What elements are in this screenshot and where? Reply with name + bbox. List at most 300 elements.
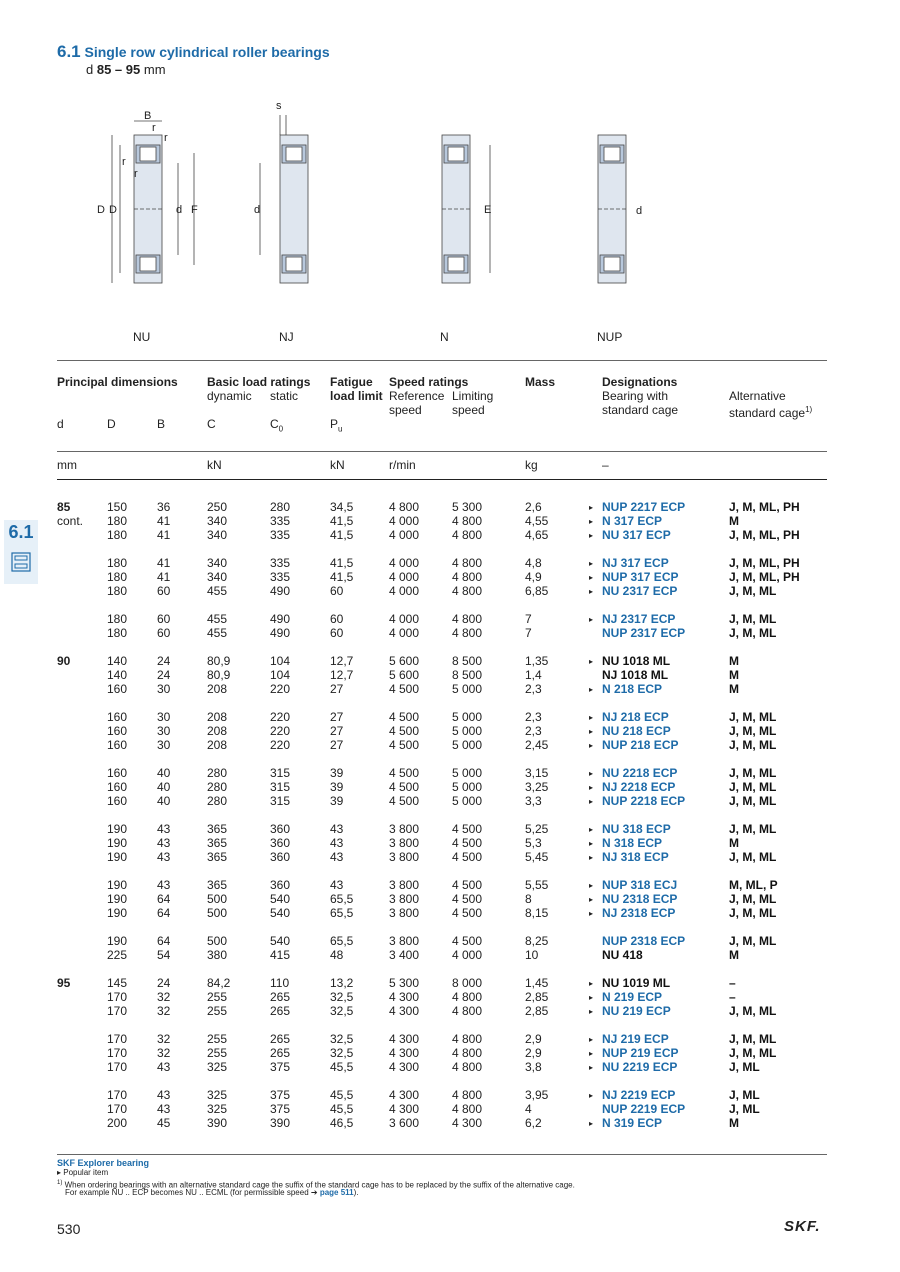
- static-load-rating: 540: [270, 906, 291, 920]
- mass: 1,4: [525, 668, 542, 682]
- dynamic-load-rating: 455: [207, 626, 228, 640]
- dynamic-load-rating: 208: [207, 724, 228, 738]
- alternative-cage: J, M, ML: [729, 584, 777, 598]
- popular-item-icon: ▸: [589, 531, 594, 540]
- nj-bearing-drawing: [260, 115, 308, 283]
- alternative-cage: J, M, ML, PH: [729, 528, 800, 542]
- outside-diameter: 145: [107, 976, 128, 990]
- popular-item-icon: ▸: [589, 783, 594, 792]
- limiting-speed: 8 500: [452, 668, 483, 682]
- mass: 2,9: [525, 1046, 542, 1060]
- outside-diameter: 180: [107, 514, 128, 528]
- limiting-speed: 4 500: [452, 878, 483, 892]
- fatigue-load-limit: 13,2: [330, 976, 354, 990]
- width: 40: [157, 780, 171, 794]
- width: 43: [157, 1088, 171, 1102]
- static-load-rating: 360: [270, 822, 291, 836]
- outside-diameter: 225: [107, 948, 128, 962]
- d-label: d: [86, 62, 94, 77]
- bearing-designation[interactable]: N 219 ECP: [602, 990, 663, 1004]
- static-load-rating: 315: [270, 780, 291, 794]
- alternative-cage: J, M, ML: [729, 822, 777, 836]
- outside-diameter: 190: [107, 892, 128, 906]
- popular-item-icon: ▸: [589, 713, 594, 722]
- outside-diameter: 190: [107, 836, 128, 850]
- fatigue-load-limit: 45,5: [330, 1060, 354, 1074]
- fatigue-load-limit: 32,5: [330, 1046, 354, 1060]
- mass: 3,3: [525, 794, 542, 808]
- mass: 4,55: [525, 514, 549, 528]
- width: 43: [157, 822, 171, 836]
- bearing-designation: NU 1018 ML: [602, 654, 671, 668]
- bearing-designation[interactable]: NU 218 ECP: [602, 724, 671, 738]
- bearing-designation[interactable]: N 317 ECP: [602, 514, 663, 528]
- width: 30: [157, 682, 171, 696]
- mass: 6,2: [525, 1116, 542, 1130]
- fatigue-load-limit: 43: [330, 878, 344, 892]
- reference-speed: 5 300: [389, 976, 420, 990]
- mass: 2,3: [525, 724, 542, 738]
- reference-speed: 4 000: [389, 584, 420, 598]
- reference-speed: 4 500: [389, 724, 420, 738]
- width: 60: [157, 626, 171, 640]
- mass: 7: [525, 612, 532, 626]
- bearing-designation[interactable]: N 318 ECP: [602, 836, 663, 850]
- bearing-designation[interactable]: NUP 2219 ECP: [602, 1102, 686, 1116]
- fatigue-load-limit: 45,5: [330, 1102, 354, 1116]
- mass: 5,3: [525, 836, 542, 850]
- outside-diameter: 140: [107, 654, 128, 668]
- static-load-rating: 390: [270, 1116, 291, 1130]
- static-load-rating: 220: [270, 724, 291, 738]
- outside-diameter: 140: [107, 668, 128, 682]
- bearing-designation[interactable]: NU 2317 ECP: [602, 584, 678, 598]
- alternative-cage: –: [729, 990, 736, 1004]
- dim-E: E: [484, 204, 492, 216]
- fatigue-load-limit: 41,5: [330, 556, 354, 570]
- header-speed: Speed ratings: [389, 375, 469, 389]
- fatigue-load-limit: 45,5: [330, 1088, 354, 1102]
- outside-diameter: 180: [107, 556, 128, 570]
- bearing-designation[interactable]: NJ 318 ECP: [602, 850, 669, 864]
- popular-item-icon: ▸: [589, 657, 594, 666]
- bearing-designation: NJ 1018 ML: [602, 668, 669, 682]
- outside-diameter: 160: [107, 794, 128, 808]
- mass: 3,8: [525, 1060, 542, 1074]
- header-principal: Principal dimensions: [57, 375, 178, 389]
- reference-speed: 3 800: [389, 836, 420, 850]
- dynamic-load-rating: 390: [207, 1116, 228, 1130]
- reference-speed: 3 400: [389, 948, 420, 962]
- alternative-cage: J, M, ML: [729, 780, 777, 794]
- dynamic-load-rating: 280: [207, 780, 228, 794]
- dynamic-load-rating: 500: [207, 906, 228, 920]
- reference-speed: 4 000: [389, 514, 420, 528]
- fatigue-load-limit: 32,5: [330, 1004, 354, 1018]
- reference-speed: 4 300: [389, 1004, 420, 1018]
- mass: 5,45: [525, 850, 549, 864]
- limiting-speed: 4 800: [452, 1088, 483, 1102]
- outside-diameter: 160: [107, 724, 128, 738]
- dynamic-load-rating: 380: [207, 948, 228, 962]
- popular-item-icon: ▸: [589, 1007, 594, 1016]
- limiting-speed: 4 800: [452, 1046, 483, 1060]
- reference-speed: 4 000: [389, 626, 420, 640]
- popular-item-icon: ▸: [589, 797, 594, 806]
- width: 43: [157, 836, 171, 850]
- outside-diameter: 190: [107, 850, 128, 864]
- limiting-speed: 4 500: [452, 906, 483, 920]
- reference-speed: 4 500: [389, 682, 420, 696]
- alternative-cage: M, ML, P: [729, 878, 778, 892]
- limiting-speed: 5 000: [452, 780, 483, 794]
- width: 64: [157, 906, 171, 920]
- mass: 7: [525, 626, 532, 640]
- reference-speed: 4 000: [389, 528, 420, 542]
- reference-speed: 4 300: [389, 1046, 420, 1060]
- mass: 4,9: [525, 570, 542, 584]
- width: 32: [157, 1004, 171, 1018]
- width: 30: [157, 738, 171, 752]
- n-bearing-drawing: [442, 135, 490, 283]
- limiting-speed: 4 800: [452, 626, 483, 640]
- bearing-designation[interactable]: NU 318 ECP: [602, 822, 671, 836]
- static-load-rating: 375: [270, 1060, 291, 1074]
- nu-bearing-drawing: [112, 121, 194, 283]
- sym-C: C: [207, 417, 216, 431]
- static-load-rating: 360: [270, 878, 291, 892]
- static-load-rating: 265: [270, 1046, 291, 1060]
- mass: 8,15: [525, 906, 549, 920]
- reference-speed: 4 300: [389, 1088, 420, 1102]
- mass: 4,65: [525, 528, 549, 542]
- dim-D1: D: [109, 204, 117, 216]
- mass: 2,6: [525, 500, 542, 514]
- reference-speed: 4 000: [389, 556, 420, 570]
- reference-speed: 3 800: [389, 878, 420, 892]
- footer-rule: [57, 1154, 827, 1155]
- mass: 2,9: [525, 1032, 542, 1046]
- popular-item-icon: ▸: [589, 909, 594, 918]
- limiting-speed: 4 800: [452, 556, 483, 570]
- footnote-explorer: SKF Explorer bearing: [57, 1158, 150, 1168]
- diagram-label-nup: NUP: [597, 330, 623, 344]
- reference-speed: 4 000: [389, 570, 420, 584]
- alternative-cage: M: [729, 1116, 739, 1130]
- bearing-designation[interactable]: NJ 218 ECP: [602, 710, 669, 724]
- alternative-cage: –: [729, 976, 736, 990]
- width: 64: [157, 934, 171, 948]
- page-link[interactable]: page 511: [319, 1188, 354, 1197]
- fatigue-load-limit: 41,5: [330, 514, 354, 528]
- dynamic-load-rating: 365: [207, 850, 228, 864]
- popular-item-icon: ▸: [589, 741, 594, 750]
- fatigue-load-limit: 48: [330, 948, 344, 962]
- mass: 1,45: [525, 976, 549, 990]
- dim-d: d: [176, 204, 183, 216]
- bearing-icon: [11, 552, 31, 572]
- outside-diameter: 180: [107, 528, 128, 542]
- reference-speed: 4 300: [389, 1102, 420, 1116]
- limiting-speed: 5 000: [452, 738, 483, 752]
- width: 60: [157, 584, 171, 598]
- alternative-cage: M: [729, 948, 739, 962]
- dynamic-load-rating: 500: [207, 934, 228, 948]
- limiting-speed: 4 500: [452, 822, 483, 836]
- width: 43: [157, 850, 171, 864]
- outside-diameter: 170: [107, 1060, 128, 1074]
- static-load-rating: 540: [270, 934, 291, 948]
- popular-item-icon: ▸: [589, 559, 594, 568]
- width: 54: [157, 948, 171, 962]
- bearing-designation[interactable]: NU 2219 ECP: [602, 1060, 678, 1074]
- bearing-designation[interactable]: NU 2218 ECP: [602, 766, 678, 780]
- alternative-cage: J, M, ML: [729, 1046, 777, 1060]
- bearing-designation[interactable]: NUP 2218 ECP: [602, 794, 686, 808]
- bearing-designation[interactable]: NJ 2317 ECP: [602, 612, 676, 626]
- limiting-speed: 4 800: [452, 612, 483, 626]
- popular-item-icon: ▸: [589, 1035, 594, 1044]
- fatigue-load-limit: 43: [330, 836, 344, 850]
- mass: 2,3: [525, 710, 542, 724]
- mass: 2,45: [525, 738, 549, 752]
- popular-item-icon: ▸: [589, 1049, 594, 1058]
- reference-speed: 5 600: [389, 668, 420, 682]
- width: 36: [157, 500, 171, 514]
- outside-diameter: 170: [107, 1102, 128, 1116]
- bearing-designation[interactable]: NUP 318 ECJ: [602, 878, 678, 892]
- width: 32: [157, 990, 171, 1004]
- dynamic-load-rating: 255: [207, 1004, 228, 1018]
- alternative-cage: J, M, ML, PH: [729, 500, 800, 514]
- bearing-designation[interactable]: NUP 2318 ECP: [602, 934, 686, 948]
- section-title-text: Single row cylindrical roller bearings: [84, 44, 330, 60]
- width: 30: [157, 724, 171, 738]
- reference-speed: 4 500: [389, 794, 420, 808]
- popular-item-icon: ▸: [589, 895, 594, 904]
- static-load-rating: 335: [270, 514, 291, 528]
- limiting-speed: 4 800: [452, 990, 483, 1004]
- dynamic-load-rating: 84,2: [207, 976, 231, 990]
- limiting-speed: 4 800: [452, 528, 483, 542]
- mass: 3,15: [525, 766, 549, 780]
- alternative-cage: J, ML: [729, 1102, 760, 1116]
- alternative-cage: M: [729, 682, 739, 696]
- fatigue-load-limit: 41,5: [330, 528, 354, 542]
- mass: 8: [525, 892, 532, 906]
- mass: 5,55: [525, 878, 549, 892]
- alternative-cage: M: [729, 654, 739, 668]
- popular-item-icon: ▸: [589, 979, 594, 988]
- reference-speed: 3 800: [389, 892, 420, 906]
- dynamic-load-rating: 250: [207, 500, 228, 514]
- limiting-speed: 5 000: [452, 794, 483, 808]
- outside-diameter: 180: [107, 570, 128, 584]
- bearing-designation[interactable]: NUP 218 ECP: [602, 738, 679, 752]
- dim-F: F: [191, 204, 198, 216]
- alternative-cage: J, M, ML: [729, 934, 777, 948]
- reference-speed: 4 500: [389, 780, 420, 794]
- dynamic-load-rating: 365: [207, 836, 228, 850]
- unit-mm: mm: [57, 458, 77, 472]
- mass: 2,3: [525, 682, 542, 696]
- header-limiting: Limiting speed: [452, 389, 494, 417]
- popular-item-icon: ▸: [589, 839, 594, 848]
- alternative-cage: J, M, ML: [729, 626, 777, 640]
- outside-diameter: 190: [107, 906, 128, 920]
- popular-item-icon: ▸: [589, 881, 594, 890]
- header-alternative: Alternative standard cage$^{1)}$: [729, 389, 813, 420]
- fatigue-load-limit: 27: [330, 682, 344, 696]
- fatigue-load-limit: 32,5: [330, 1032, 354, 1046]
- bore-diameter: 95: [57, 976, 71, 990]
- bearing-designation[interactable]: NJ 2318 ECP: [602, 906, 676, 920]
- width: 45: [157, 1116, 171, 1130]
- unit-kg: kg: [525, 458, 538, 472]
- limiting-speed: 4 500: [452, 836, 483, 850]
- width: 41: [157, 556, 171, 570]
- bearing-designation[interactable]: NUP 2317 ECP: [602, 626, 686, 640]
- alternative-cage: M: [729, 668, 739, 682]
- bearing-designation[interactable]: NJ 2218 ECP: [602, 780, 676, 794]
- header-designations: Designations: [602, 375, 678, 389]
- header-bearing-with: Bearing with standard cage: [602, 389, 679, 417]
- alternative-cage: M: [729, 836, 739, 850]
- range-value: 85 – 95: [96, 62, 141, 77]
- outside-diameter: 190: [107, 934, 128, 948]
- reference-speed: 3 600: [389, 1116, 420, 1130]
- width: 41: [157, 570, 171, 584]
- range-unit: mm: [143, 62, 166, 77]
- popular-item-icon: ▸: [589, 1119, 594, 1128]
- static-load-rating: 335: [270, 570, 291, 584]
- static-load-rating: 490: [270, 584, 291, 598]
- unit-kN: kN: [207, 458, 222, 472]
- dynamic-load-rating: 365: [207, 878, 228, 892]
- bearing-designation[interactable]: NJ 317 ECP: [602, 556, 669, 570]
- bearing-designation[interactable]: NUP 219 ECP: [602, 1046, 679, 1060]
- static-load-rating: 335: [270, 528, 291, 542]
- dynamic-load-rating: 80,9: [207, 668, 231, 682]
- bore-diameter: 85: [57, 500, 71, 514]
- width: 60: [157, 612, 171, 626]
- bearing-designation[interactable]: NU 219 ECP: [602, 1004, 671, 1018]
- nup-bearing-graphic: [590, 130, 660, 290]
- limiting-speed: 4 800: [452, 1032, 483, 1046]
- dim-d1-nup: d: [636, 205, 643, 217]
- header-mass: Mass: [525, 375, 556, 389]
- outside-diameter: 170: [107, 1046, 128, 1060]
- reference-speed: 3 800: [389, 934, 420, 948]
- width: 30: [157, 710, 171, 724]
- dynamic-load-rating: 208: [207, 682, 228, 696]
- fatigue-load-limit: 27: [330, 710, 344, 724]
- dynamic-load-rating: 455: [207, 612, 228, 626]
- dynamic-load-rating: 325: [207, 1088, 228, 1102]
- bearing-designation[interactable]: N 319 ECP: [602, 1116, 663, 1130]
- alternative-cage: J, M, ML: [729, 892, 777, 906]
- bearing-designation[interactable]: N 218 ECP: [602, 682, 663, 696]
- reference-speed: 4 300: [389, 990, 420, 1004]
- bearing-designation[interactable]: NUP 2217 ECP: [602, 500, 686, 514]
- sym-D: D: [107, 417, 116, 431]
- dynamic-load-rating: 255: [207, 1046, 228, 1060]
- width: 32: [157, 1046, 171, 1060]
- dynamic-load-rating: 280: [207, 766, 228, 780]
- width: 43: [157, 1060, 171, 1074]
- unit-kN-fatigue: kN: [330, 458, 345, 472]
- outside-diameter: 170: [107, 1004, 128, 1018]
- outside-diameter: 180: [107, 626, 128, 640]
- mass: 2,85: [525, 1004, 549, 1018]
- outside-diameter: 170: [107, 990, 128, 1004]
- width: 43: [157, 878, 171, 892]
- dynamic-load-rating: 340: [207, 556, 228, 570]
- static-load-rating: 104: [270, 668, 291, 682]
- bearing-designation[interactable]: NJ 2219 ECP: [602, 1088, 676, 1102]
- width: 24: [157, 668, 171, 682]
- limiting-speed: 4 300: [452, 1116, 483, 1130]
- dynamic-load-rating: 455: [207, 584, 228, 598]
- limiting-speed: 4 800: [452, 1102, 483, 1116]
- limiting-speed: 8 000: [452, 976, 483, 990]
- bearing-diagrams: [80, 95, 600, 295]
- fatigue-load-limit: 34,5: [330, 500, 354, 514]
- outside-diameter: 180: [107, 584, 128, 598]
- mass: 8,25: [525, 934, 549, 948]
- outside-diameter: 170: [107, 1032, 128, 1046]
- bearing-designation[interactable]: NUP 317 ECP: [602, 570, 679, 584]
- fatigue-load-limit: 39: [330, 780, 344, 794]
- popular-item-icon: ▸: [589, 573, 594, 582]
- limiting-speed: 4 500: [452, 892, 483, 906]
- footnote-1-cont: For example NU .. ECP becomes NU .. ECML (for permissible speed ➔ page 511).: [65, 1188, 359, 1197]
- limiting-speed: 4 000: [452, 948, 483, 962]
- reference-speed: 4 300: [389, 1060, 420, 1074]
- dynamic-load-rating: 255: [207, 1032, 228, 1046]
- footnote-1: $^{1)}$ When ordering bearings with an alternative standard cage the suffix of the standard cage has to be replaced by the suffix of the alternative cage.: [57, 1180, 575, 1190]
- unit-rmin: r/min: [389, 458, 416, 472]
- width: 41: [157, 514, 171, 528]
- dynamic-load-rating: 80,9: [207, 654, 231, 668]
- footnote-popular: ▸ Popular item: [57, 1168, 109, 1177]
- reference-speed: 4 800: [389, 500, 420, 514]
- dynamic-load-rating: 325: [207, 1060, 228, 1074]
- sym-B: B: [157, 417, 166, 431]
- diagram-label-nu: NU: [133, 330, 151, 344]
- outside-diameter: 150: [107, 500, 128, 514]
- static-load-rating: 220: [270, 710, 291, 724]
- width: 64: [157, 892, 171, 906]
- header-reference: Reference speed: [389, 389, 445, 417]
- bearing-designation[interactable]: NU 2318 ECP: [602, 892, 678, 906]
- dynamic-load-rating: 365: [207, 822, 228, 836]
- bearing-designation[interactable]: NU 317 ECP: [602, 528, 671, 542]
- fatigue-load-limit: 65,5: [330, 906, 354, 920]
- static-load-rating: 540: [270, 892, 291, 906]
- limiting-speed: 4 800: [452, 1060, 483, 1074]
- fatigue-load-limit: 43: [330, 850, 344, 864]
- alternative-cage: J, M, ML: [729, 1032, 777, 1046]
- width: 40: [157, 766, 171, 780]
- reference-speed: 3 800: [389, 850, 420, 864]
- mass: 4: [525, 1102, 532, 1116]
- bearing-designation[interactable]: NJ 219 ECP: [602, 1032, 669, 1046]
- mass: 10: [525, 948, 539, 962]
- reference-speed: 3 800: [389, 822, 420, 836]
- mass: 6,85: [525, 584, 549, 598]
- mass: 5,25: [525, 822, 549, 836]
